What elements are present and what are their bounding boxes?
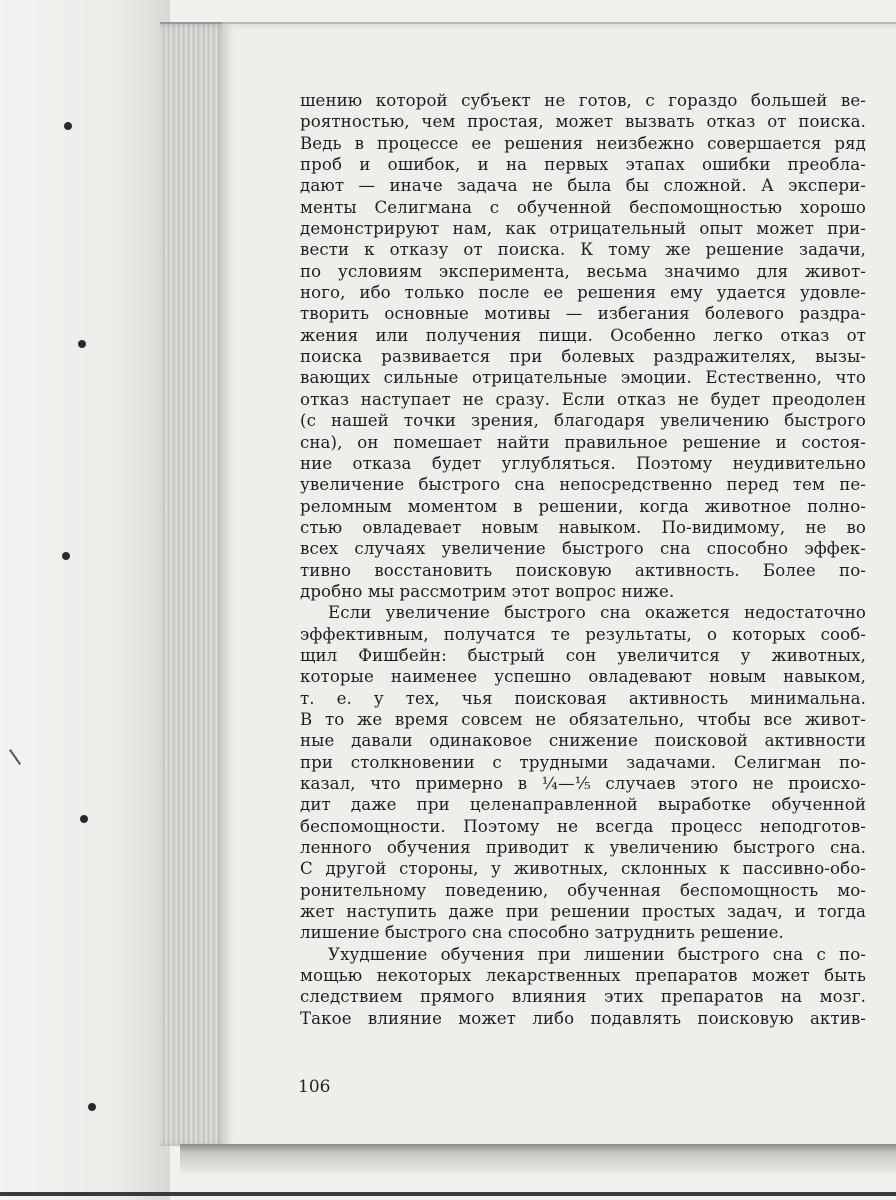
text-line: роятностью, чем простая, может вызвать отказ от поиска. (300, 112, 866, 132)
page-shadow (180, 1144, 896, 1174)
text-line: беспомощности. Поэтому не всегда процесс неподготов- (300, 816, 866, 836)
book-page-edges (160, 22, 226, 1146)
text-line: стью овладевает новым навыком. По-видимому, не во (300, 517, 866, 537)
page-number: 106 (298, 1077, 331, 1097)
text-line: Ухудшение обучения при лишении быстрого сна с по- (328, 944, 866, 964)
text-line: вающих сильные отрицательные эмоции. Естественно, что (300, 368, 866, 388)
text-line: т. е. у тех, чья поисковая активность минимальна. (300, 688, 866, 708)
text-line: Такое влияние может либо подавлять поисковую актив- (300, 1008, 866, 1028)
text-line: вести к отказу от поиска. К тому же решение задачи, (300, 240, 866, 260)
scan-border (0, 1192, 896, 1196)
text-line: С другой стороны, у животных, склонных к пассивно-обо- (300, 859, 866, 879)
text-line: щил Фишбейн: быстрый сон увеличится у животных, (300, 645, 866, 665)
text-line: поиска развивается при болевых раздражителях, вызы- (300, 347, 866, 367)
text-line: менты Селигмана с обученной беспомощностью хорошо (300, 197, 866, 217)
text-line: ние отказа будет углубляться. Поэтому неудивительно (300, 453, 866, 473)
text-line: увеличение быстрого сна непосредственно перед тем пе- (300, 475, 866, 495)
body-text (300, 90, 866, 1029)
text-line: (с нашей точки зрения, благодаря увеличению быстрого (300, 411, 866, 431)
text-line: жет наступить даже при решении простых задач, и тогда (300, 902, 866, 922)
text-line: при столкновении с трудными задачами. Селигман по- (300, 752, 866, 772)
text-line: которые наименее успешно овладевают новым навыком, (300, 667, 866, 687)
text-line: ного, ибо только после ее решения ему удается удовле- (300, 283, 866, 303)
text-line: проб и ошибок, и на первых этапах ошибки преобла- (300, 155, 866, 175)
text-line: дит даже при целенаправленной выработке обученной (300, 795, 866, 815)
binding-hole (64, 122, 72, 130)
binding-hole (80, 815, 88, 823)
text-line: по условиям эксперимента, весьма значимо для живот- (300, 261, 866, 281)
text-line: ные давали одинаковое снижение поисковой активности (300, 731, 866, 751)
text-line: казал, что примерно в ¼—⅕ случаев этого не происхо- (300, 774, 866, 793)
text-line: мощью некоторых лекарственных препаратов может быть (300, 966, 866, 986)
scan-margin (0, 0, 170, 1200)
text-line: эффективным, получатся те результаты, о которых сооб- (300, 624, 866, 644)
text-line: дают — иначе задача не была бы сложной. А экспери- (300, 176, 866, 196)
text-line: отказ наступает не сразу. Если отказ не будет преодолен (300, 389, 866, 409)
text-line: ронительному поведению, обученная беспомощность мо- (300, 880, 866, 900)
text-line: В то же время совсем не обязательно, чтобы все живот- (300, 709, 866, 729)
text-line: жения или получения пищи. Особенно легко отказ от (300, 325, 866, 345)
text-line: ленного обучения приводит к увеличению быстрого сна. (300, 838, 866, 858)
binding-hole (88, 1103, 96, 1111)
text-line: следствием прямого влияния этих препаратов на мозг. (300, 987, 866, 1007)
text-line: реломным моментом в решении, когда животное полно- (300, 496, 866, 516)
text-line: Если увеличение быстрого сна окажется недостаточно (328, 603, 866, 623)
text-line: сна), он помешает найти правильное решение и состоя- (300, 432, 866, 452)
text-line: творить основные мотивы — избегания болевого раздра- (300, 304, 866, 324)
text-line: дробно мы рассмотрим этот вопрос ниже. (300, 581, 675, 601)
text-line: лишение быстрого сна способно затруднить решение. (300, 923, 784, 943)
text-line: демонстрируют нам, как отрицательный опыт может при- (300, 219, 866, 239)
text-line: всех случаях увеличение быстрого сна способно эффек- (300, 539, 866, 559)
binding-hole (78, 340, 86, 348)
text-line: Ведь в процессе ее решения неизбежно совершается ряд (300, 133, 866, 153)
text-line: шению которой субъект не готов, с гораздо большей ве- (300, 91, 866, 110)
text-line: тивно восстановить поисковую активность. Более по- (300, 560, 866, 580)
binding-hole (62, 552, 70, 560)
